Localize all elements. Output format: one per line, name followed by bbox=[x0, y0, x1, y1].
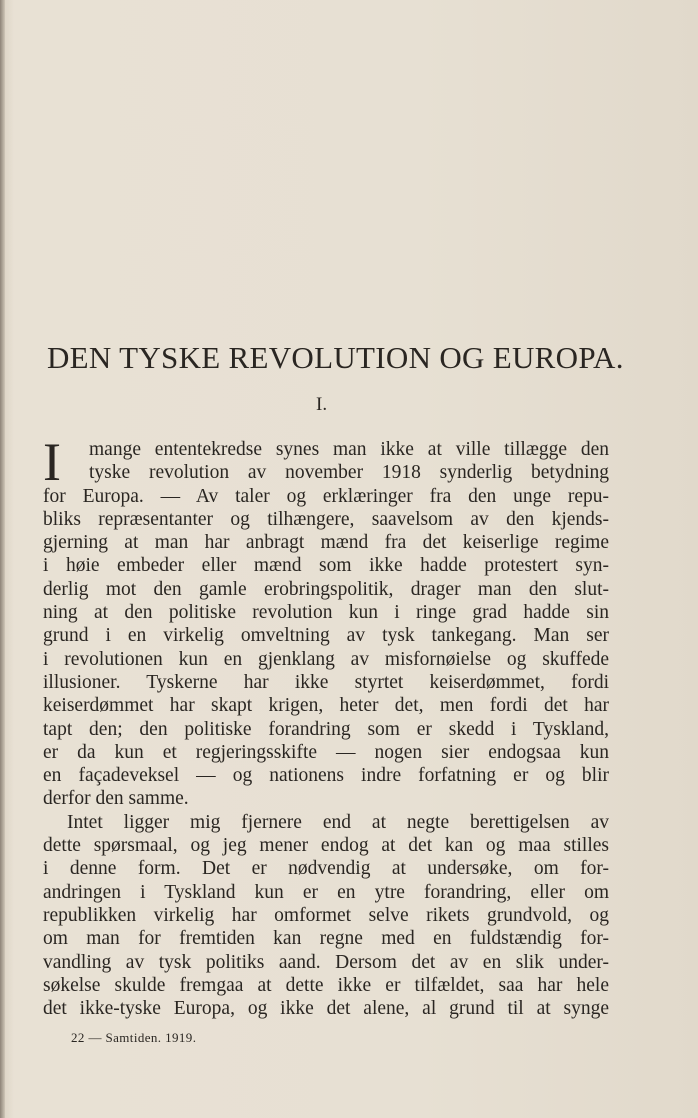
text-line: derlig mot den gamle erobringspolitik, drager man den slut- bbox=[43, 578, 609, 600]
text-line: mange ententekredse synes man ikke at ville tillægge den bbox=[89, 439, 609, 460]
signature-mark: 22 — Samtiden. 1919. bbox=[71, 1030, 197, 1045]
text-line: i denne form. Det er nødvendig at undersøke, om for- bbox=[43, 858, 609, 880]
text-line: Intet ligger mig fjernere end at negte berettigelsen av bbox=[67, 811, 609, 833]
text-line: det ikke-tyske Europa, og ikke det alene, al grund til at synge bbox=[43, 998, 609, 1020]
text-line: andringen i Tyskland kun er en ytre forandring, eller om bbox=[43, 881, 609, 903]
chapter-title: DEN TYSKE REVOLUTION OG EUROPA. bbox=[47, 340, 624, 375]
text-line: ning at den politiske revolution kun i ringe grad hadde sin bbox=[43, 602, 609, 624]
text-line: for Europa. — Av taler og erklæringer fra den unge repu- bbox=[43, 485, 609, 507]
body-text bbox=[43, 432, 609, 1020]
text-line: i høie embeder eller mænd som ikke hadde protestert syn- bbox=[43, 555, 609, 577]
text-line: illusioner. Tyskerne har ikke styrtet keiserdømmet, fordi bbox=[43, 671, 609, 693]
text-line: søkelse skulde fremgaa at dette ikke er tilfældet, saa har hele bbox=[43, 974, 609, 996]
text-line: er da kun et regjeringsskifte — nogen sier endogsaa kun bbox=[43, 741, 609, 763]
text-line: i revolutionen kun en gjenklang av misfornøielse og skuffede bbox=[43, 648, 609, 670]
text-line: keiserdømmet har skapt krigen, heter det, men fordi det har bbox=[43, 695, 609, 717]
text-line: grund i en virkelig omveltning av tysk tankegang. Man ser bbox=[43, 625, 609, 647]
drop-cap: I bbox=[43, 432, 61, 492]
text-line: derfor den samme. bbox=[43, 788, 189, 810]
text-line: tapt den; den politiske forandring som er skedd i Tyskland, bbox=[43, 718, 609, 740]
text-line: om man for fremtiden kan regne med en fuldstændig for- bbox=[43, 928, 609, 950]
text-line: gjerning at man har anbragt mænd fra det keiserlige regime bbox=[43, 532, 609, 554]
text-line: dette spørsmaal, og jeg mener endog at det kan og maa stilles bbox=[43, 835, 609, 857]
page-binding-edge bbox=[0, 0, 5, 1118]
section-number: I. bbox=[316, 394, 328, 415]
text-line: tyske revolution av november 1918 synderlig betydning bbox=[89, 462, 609, 484]
text-line: en façadeveksel — og nationens indre forfatning er og blir bbox=[43, 765, 609, 787]
text-line: republikken virkelig har omformet selve rikets grundvold, og bbox=[43, 904, 609, 926]
text-line: bliks repræsentanter og tilhængere, saavelsom av den kjends- bbox=[43, 508, 609, 530]
text-line: vandling av tysk politiks aand. Dersom det av en slik under- bbox=[43, 951, 609, 973]
